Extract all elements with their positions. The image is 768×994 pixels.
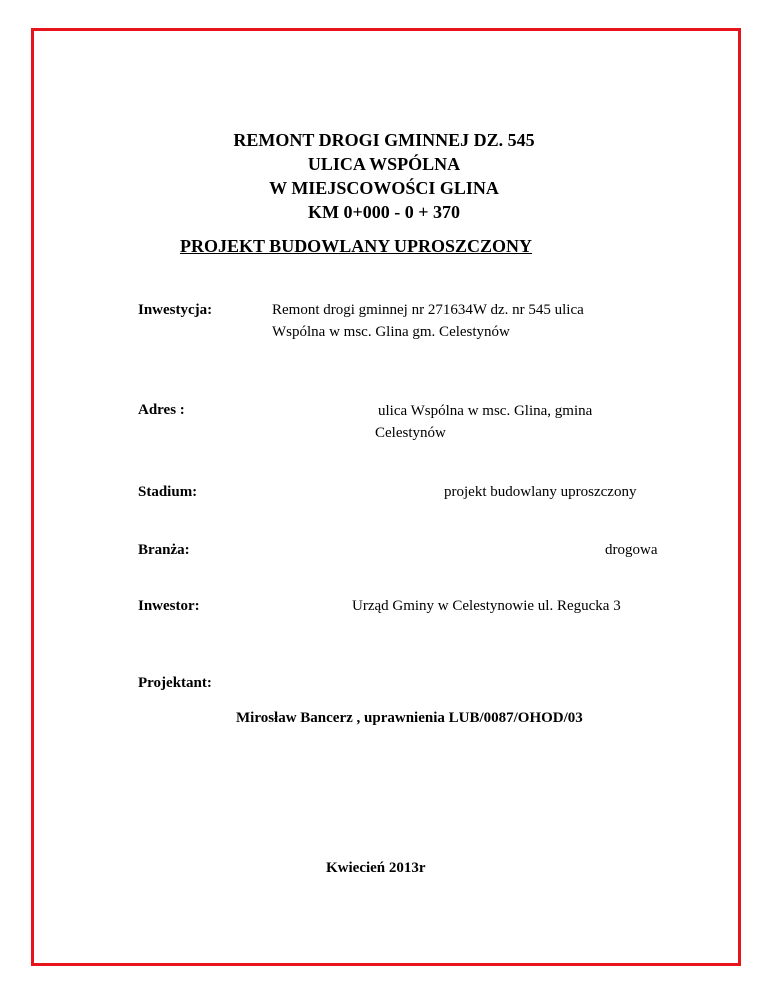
investment-value-line-1: Remont drogi gminnej nr 271634W dz. nr 545 ulica xyxy=(272,302,584,318)
title-line-3: W MIEJSCOWOŚCI GLINA xyxy=(269,178,499,198)
title-line-1: REMONT DROGI GMINNEJ DZ. 545 xyxy=(233,130,535,150)
document-subtitle: PROJEKT BUDOWLANY UPROSZCZONY xyxy=(180,236,533,256)
address-value-line-1: ulica Wspólna w msc. Glina, gmina xyxy=(378,403,593,419)
branch-label: Branża: xyxy=(138,542,190,558)
designer-value: Mirosław Bancerz , uprawnienia LUB/0087/OHOD/03 xyxy=(236,710,583,726)
document-title xyxy=(0,128,768,224)
title-line-2: ULICA WSPÓLNA xyxy=(307,154,461,174)
address-value-line-2: Celestynów xyxy=(375,425,446,441)
branch-value: drogowa xyxy=(605,542,658,558)
document-date: Kwiecień 2013r xyxy=(326,860,426,876)
designer-label: Projektant: xyxy=(138,675,212,691)
investment-label: Inwestycja: xyxy=(138,302,213,318)
investor-label: Inwestor: xyxy=(138,598,200,614)
title-line-4: KM 0+000 - 0 + 370 xyxy=(308,202,460,222)
investor-value: Urząd Gminy w Celestynowie ul. Regucka 3 xyxy=(352,598,621,614)
stage-label: Stadium: xyxy=(138,484,198,500)
investment-value-line-2: Wspólna w msc. Glina gm. Celestynów xyxy=(272,324,510,340)
stage-value: projekt budowlany uproszczony xyxy=(444,484,637,500)
address-label: Adres : xyxy=(138,402,185,418)
